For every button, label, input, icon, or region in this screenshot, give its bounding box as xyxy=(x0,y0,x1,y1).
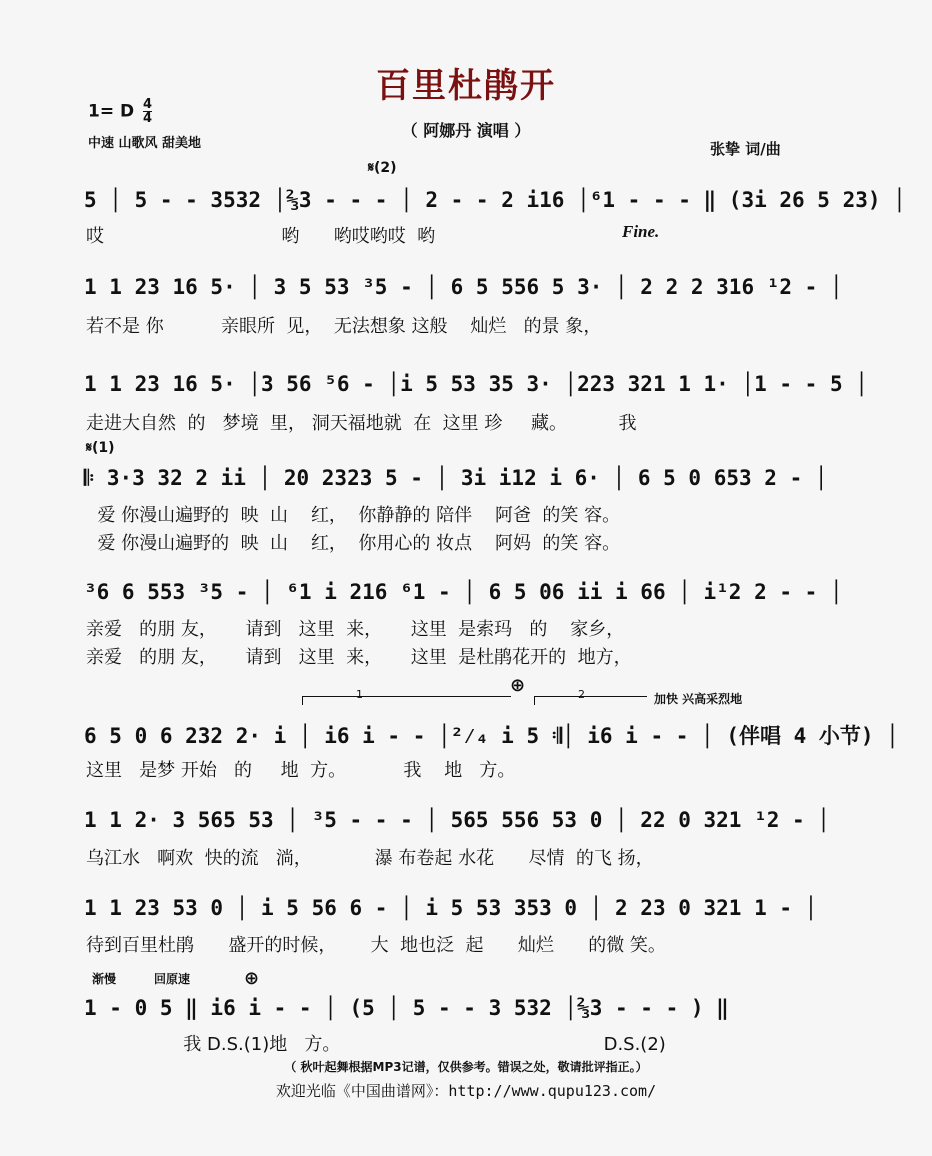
first-ending-bracket xyxy=(302,696,511,705)
tempo-marking: 中速 山歌风 甜美地 xyxy=(88,136,202,151)
lyric-row-4b: 爱 你漫山遍野的 映 山 红， 你用心的 妆点 阿妈 的笑 容。 xyxy=(86,533,621,554)
music-row-4: 𝄆 3·3 32 2 ii │ 20 2323 5 - │ 3i i12 i 6· │ 6 5 0 653 2 - │ xyxy=(84,466,828,490)
time-bottom: 4 xyxy=(143,111,153,126)
second-ending-label: 2 xyxy=(578,688,585,701)
music-row-8: 1 1 23 53 0 │ i 5 56 6 - │ i 5 53 353 0 │ 2 23 0 321 1 - │ xyxy=(84,896,818,920)
fine-mark: Fine. xyxy=(622,222,660,241)
time-top: 4 xyxy=(143,97,153,112)
key-signature xyxy=(88,98,152,125)
lyric-row-5b: 亲爱 的朋 友， 请到 这里 来， 这里 是杜鹃花开的 地方， xyxy=(86,647,632,668)
lyric-row-1: 哎 哟 哟哎哟哎 哟 xyxy=(86,226,436,247)
a-tempo-mark: 回原速 xyxy=(154,972,191,986)
ritardando-mark: 渐慢 xyxy=(92,972,117,986)
lyric-row-5a: 亲爱 的朋 友， 请到 这里 来， 这里 是索玛 的 家乡， xyxy=(86,619,625,640)
coda-mark-top: ⊕ xyxy=(510,675,526,696)
transcription-note: （ 秋叶起舞根据MP3记谱，仅供参考。错误之处，敬请批评指正。） xyxy=(284,1060,648,1074)
lyric-row-6: 这里 是梦 开始 的 地 方。 我 地 方。 xyxy=(86,760,516,781)
lyric-row-8: 待到百里杜鹃 盛开的时候， 大 地也泛 起 灿烂 的微 笑。 xyxy=(86,935,666,956)
time-signature xyxy=(143,98,152,125)
singer-credit: （ 阿娜丹 演唱 ） xyxy=(401,121,531,140)
lyric-row-9: 我 D.S.(1)地 方。 D.S.(2) xyxy=(86,1034,666,1055)
website-footer: 欢迎光临《中国曲谱网》：http://www.qupu123.com/ xyxy=(275,1082,657,1100)
coda-mark-bottom: ⊕ xyxy=(244,968,260,989)
lyric-row-4a: 爱 你漫山遍野的 映 山 红， 你静静的 陪伴 阿爸 的笑 容。 xyxy=(86,505,621,526)
tempo-direction: 加快 兴高采烈地 xyxy=(654,692,743,706)
key-label: 1= D xyxy=(88,101,135,122)
lyric-row-3: 走进大自然 的 梦境 里， 洞天福地就 在 这里 珍 藏。 我 xyxy=(86,413,637,434)
lyric-row-7: 乌江水 啊欢 快的流 淌， 瀑 布卷起 水花 尽情 的飞 扬， xyxy=(86,848,654,869)
music-row-3: 1 1 23 16 5· │3 56 ⁵6 - │i 5 53 35 3· │223 321 1 1· │1 - - 5 │ xyxy=(84,372,868,396)
music-row-5: ³6 6 553 ³5 - │ ⁶1 i 216 ⁶1 - │ 6 5 06 ii i 66 │ i¹2 2 - - │ xyxy=(84,580,843,604)
first-ending-label: 1 xyxy=(356,688,363,701)
song-title: 百里杜鹃开 xyxy=(376,66,556,106)
segno-1-mark: 𝄋(1) xyxy=(86,440,115,456)
second-ending-bracket xyxy=(534,696,647,705)
music-row-7: 1 1 2· 3 565 53 │ ³5 - - - │ 565 556 53 0 │ 22 0 321 ¹2 - │ xyxy=(84,808,830,832)
segno-2-mark: 𝄋(2) xyxy=(368,160,397,176)
lyric-row-2: 若不是 你 亲眼所 见， 无法想象 这般 灿烂 的景 象， xyxy=(86,316,602,337)
music-row-9: 1 - 0 5 ‖ i6 i - - │ (5 │ 5 - - 3 532 │⅔3 - - - ) ‖ xyxy=(84,996,729,1020)
composer-credit: 张挚 词/曲 xyxy=(710,140,781,158)
music-row-6: 6 5 0 6 232 2· i │ i6 i - - │²⁄₄ i 5 𝄇│ i6 i - - │ (伴唱 4 小节) │ xyxy=(84,724,899,748)
music-row-2: 1 1 23 16 5· │ 3 5 53 ³5 - │ 6 5 556 5 3· │ 2 2 2 316 ¹2 - │ xyxy=(84,275,843,299)
music-row-1: 5 │ 5 - - 3532 │⅔3 - - - │ 2 - - 2 i16 │⁶1 - - - ‖ (3i 26 5 23) │ xyxy=(84,188,906,212)
